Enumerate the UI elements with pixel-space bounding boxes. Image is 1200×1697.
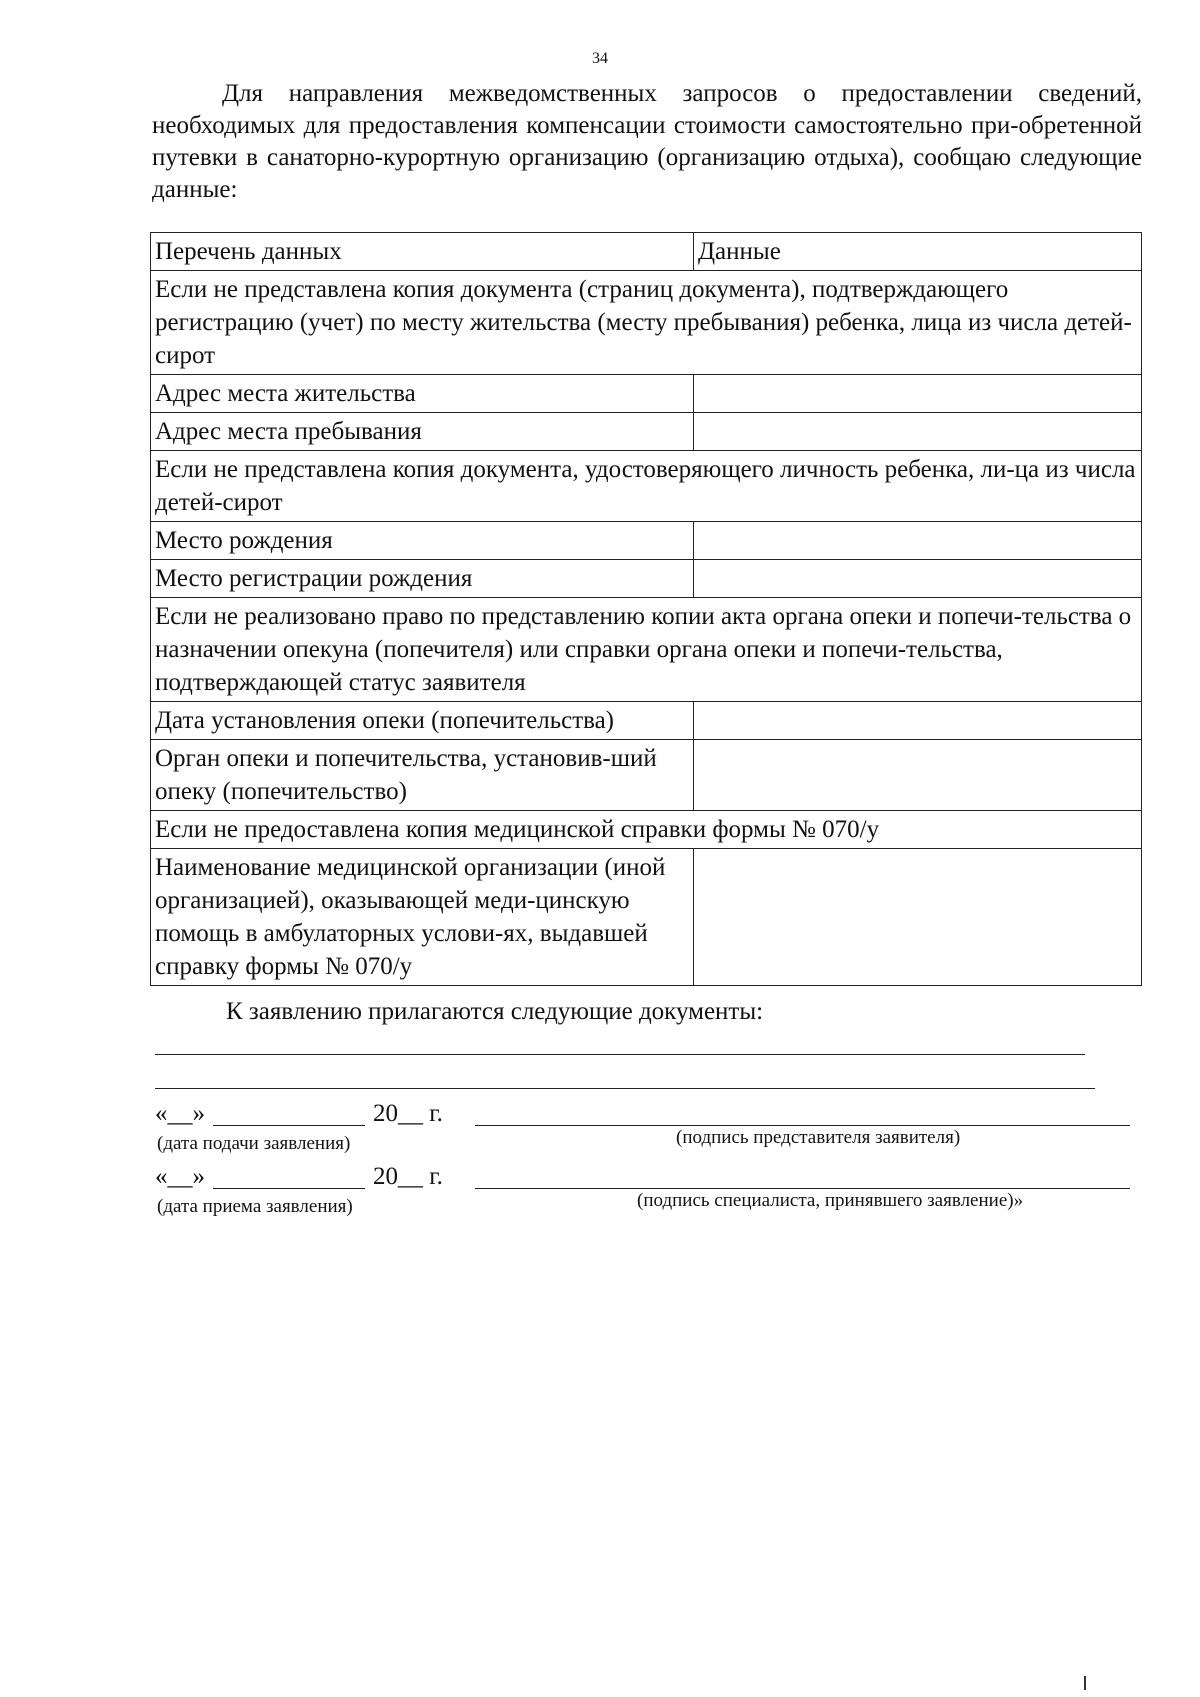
row-label-guardianship-date: Дата установления опеки (попечительства) xyxy=(151,702,694,740)
row-label-birth-registration: Место регистрации рождения xyxy=(151,560,694,598)
submit-year-field[interactable]: 20__ г. xyxy=(373,1100,443,1127)
table-row xyxy=(151,375,1142,413)
value-cell-guardianship-body[interactable] xyxy=(694,740,1142,811)
specialist-signature-line[interactable] xyxy=(475,1188,1130,1189)
value-cell-address-stay[interactable] xyxy=(694,413,1142,451)
value-cell-birthplace[interactable] xyxy=(694,522,1142,560)
table-row xyxy=(151,560,1142,598)
page-number: 34 xyxy=(592,50,608,67)
row-label-guardianship-body: Орган опеки и попечительства, установив-ший опеку (попечительство) xyxy=(151,740,694,811)
header-col-data: Данные xyxy=(694,233,1142,271)
section-row xyxy=(151,811,1142,849)
caption-accept-date: (дата приема заявления) xyxy=(157,1196,353,1217)
section-row xyxy=(151,598,1142,702)
table-row xyxy=(151,702,1142,740)
section-identity-title: Если не представлена копия документа, удостоверяющего личность ребенка, ли-ца из числа детей-сирот xyxy=(151,451,1142,522)
submit-signature-row xyxy=(155,1098,1135,1128)
section-medical-title: Если не предоставлена копия медицинской справки формы № 070/у xyxy=(151,811,1142,849)
table-row xyxy=(151,413,1142,451)
accept-month-line[interactable] xyxy=(213,1188,365,1189)
section-guardianship-title: Если не реализовано право по представлению копии акта органа опеки и попечи-тельства о назначении опекуна (попечителя) или справки органа опеки и попечи-тельства, подтверждающей статус заявителя xyxy=(151,598,1142,702)
section-row xyxy=(151,451,1142,522)
table-header-row xyxy=(151,233,1142,271)
attachments-line-2[interactable] xyxy=(155,1088,1095,1089)
accept-signature-row xyxy=(155,1161,1135,1191)
section-row xyxy=(151,271,1142,375)
caption-applicant-signature: (подпись представителя заявителя) xyxy=(676,1127,961,1148)
row-label-address-stay: Адрес места пребывания xyxy=(151,413,694,451)
attachments-line-1[interactable] xyxy=(155,1054,1085,1055)
row-label-medical-org: Наименование медицинской организации (иной организацией), оказывающей меди-цинскую помощь в амбулаторных услови-ях, выдавшей справку формы № 070/у xyxy=(151,849,694,986)
accept-year-field[interactable]: 20__ г. xyxy=(373,1163,443,1190)
attachments-label: К заявлению прилагаются следующие документы: xyxy=(226,998,764,1025)
scan-mark xyxy=(1084,1676,1086,1690)
intro-paragraph: Для направления межведомственных запросов о предоставлении сведений, необходимых для предоставления компенсации стоимости самостоятельно при-обретенной путевки в санаторно-курортную организацию (организацию отдыха), сообщаю следующие данные: xyxy=(152,80,1142,203)
value-cell-medical-org[interactable] xyxy=(694,849,1142,986)
row-label-address-residence: Адрес места жительства xyxy=(151,375,694,413)
header-col-list: Перечень данных xyxy=(151,233,694,271)
row-label-birthplace: Место рождения xyxy=(151,522,694,560)
table-row xyxy=(151,740,1142,811)
caption-specialist-signature: (подпись специалиста, принявшего заявление)» xyxy=(637,1190,1024,1211)
submit-day-field[interactable]: «__» xyxy=(155,1100,205,1127)
table-row xyxy=(151,522,1142,560)
submit-month-line[interactable] xyxy=(213,1125,365,1126)
section-residence-title: Если не представлена копия документа (страниц документа), подтверждающего регистрацию (учет) по месту жительства (месту пребывания) ребенка, лица из числа детей-сирот xyxy=(151,271,1142,375)
value-cell-address-residence[interactable] xyxy=(694,375,1142,413)
data-table xyxy=(150,232,1142,986)
table-row xyxy=(151,849,1142,986)
value-cell-guardianship-date[interactable] xyxy=(694,702,1142,740)
applicant-signature-line[interactable] xyxy=(475,1125,1130,1126)
value-cell-birth-registration[interactable] xyxy=(694,560,1142,598)
caption-submit-date: (дата подачи заявления) xyxy=(157,1133,351,1154)
accept-day-field[interactable]: «__» xyxy=(155,1163,205,1190)
